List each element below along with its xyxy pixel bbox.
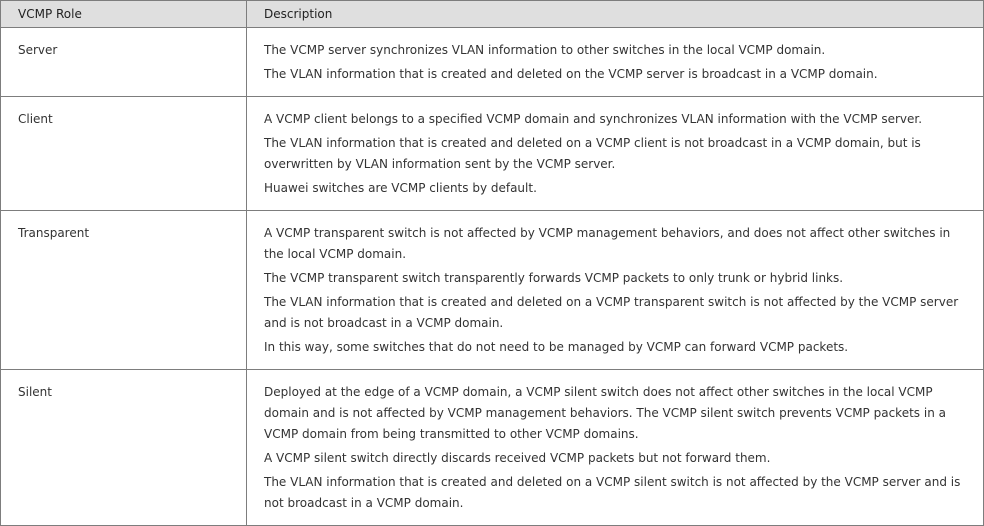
role-cell: Client: [1, 97, 247, 211]
table-row-silent: [1, 370, 984, 526]
description-paragraph: The VLAN information that is created and deleted on a VCMP transparent switch is not affected by the VCMP server and is not broadcast in a VCMP domain.: [264, 295, 959, 330]
description-paragraph: A VCMP client belongs to a specified VCMP domain and synchronizes VLAN information with the VCMP server.: [264, 112, 923, 126]
header-vcmp-role: VCMP Role: [1, 1, 247, 28]
description-cell: [247, 211, 984, 370]
description-paragraph: A VCMP silent switch directly discards received VCMP packets but not forward them.: [264, 451, 771, 465]
description-paragraph: The VLAN information that is created and deleted on a VCMP client is not broadcast in a VCMP domain, but is overwritten by VLAN information sent by the VCMP server.: [264, 136, 921, 171]
description-cell: [247, 370, 984, 526]
table-row-transparent: [1, 211, 984, 370]
description-cell: [247, 97, 984, 211]
role-cell: Silent: [1, 370, 247, 526]
description-paragraph: Huawei switches are VCMP clients by default.: [264, 181, 537, 195]
description-paragraph: The VCMP transparent switch transparently forwards VCMP packets to only trunk or hybrid links.: [264, 271, 844, 285]
header-description: Description: [247, 1, 984, 28]
table-header-row: [1, 1, 984, 28]
table-row-client: [1, 97, 984, 211]
description-paragraph: The VLAN information that is created and deleted on a VCMP silent switch is not affected by the VCMP server and is not broadcast in a VCMP domain.: [264, 475, 961, 510]
role-cell: Transparent: [1, 211, 247, 370]
description-cell: [247, 28, 984, 97]
description-paragraph: Deployed at the edge of a VCMP domain, a VCMP silent switch does not affect other switches in the local VCMP domain and is not affected by VCMP management behaviors. The VCMP silent switch prevents VCMP packets in a VCMP domain from being transmitted to other VCMP domains.: [264, 385, 946, 441]
description-paragraph: The VLAN information that is created and deleted on the VCMP server is broadcast in a VCMP domain.: [264, 67, 878, 81]
role-cell: Server: [1, 28, 247, 97]
description-paragraph: A VCMP transparent switch is not affected by VCMP management behaviors, and does not affect other switches in the local VCMP domain.: [264, 226, 951, 261]
table-row-server: [1, 28, 984, 97]
description-paragraph: The VCMP server synchronizes VLAN information to other switches in the local VCMP domain.: [264, 43, 826, 57]
description-paragraph: In this way, some switches that do not need to be managed by VCMP can forward VCMP packets.: [264, 340, 849, 354]
